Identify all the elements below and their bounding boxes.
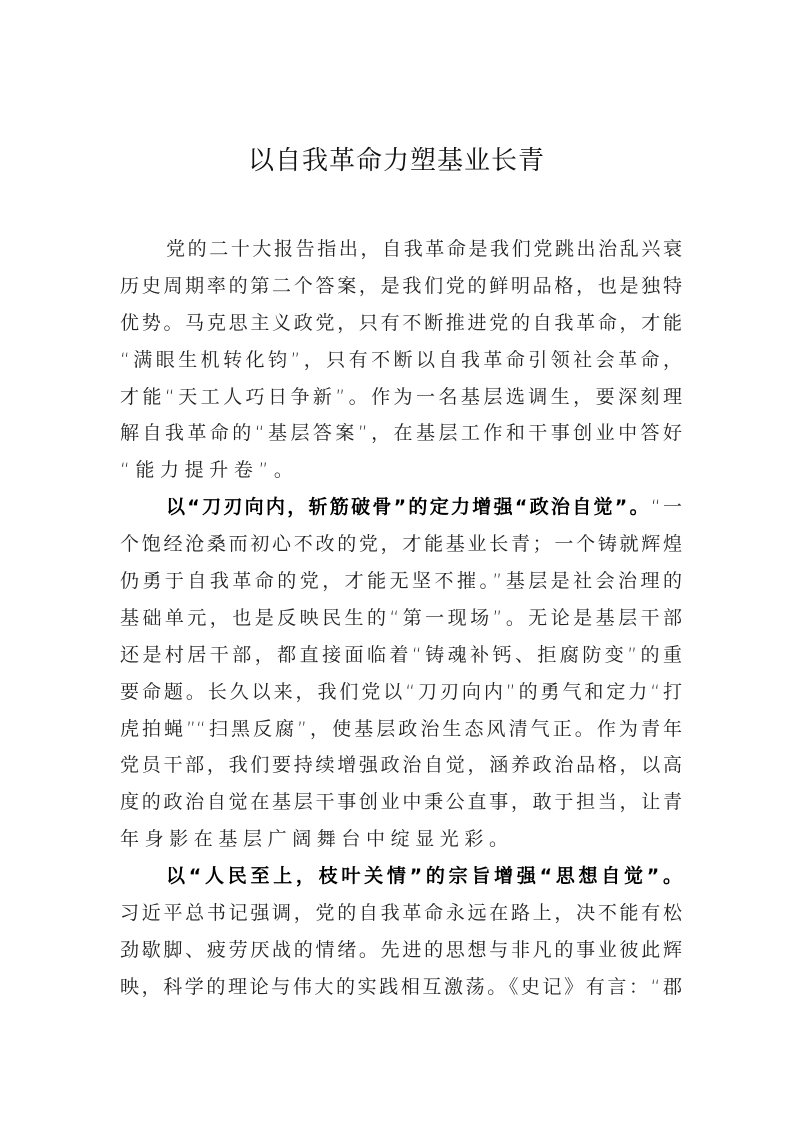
line-text: 劲歇脚、疲劳厌战的情绪。先进的思想与非凡的事业彼此辉: [120, 938, 682, 961]
line-text: 党员干部，我们要持续增强政治自觉，涵养政治品格，以高: [120, 754, 682, 777]
paragraph-line: [120, 747, 682, 784]
paragraph-line: [120, 821, 682, 858]
line-text: 还是村居干部，都直接面临着“铸魂补钙、拒腐防变”的重: [120, 643, 682, 666]
line-text: 党的二十大报告指出，自我革命是我们党跳出治乱兴衰: [166, 238, 682, 260]
document-title: 以自我革命力塑基业长青: [247, 146, 545, 176]
line-text: “一: [650, 496, 683, 519]
paragraph-line: [120, 379, 682, 416]
line-text: 个饱经沧桑而初心不改的党，才能基业长青；一个铸就辉煌: [120, 533, 682, 556]
paragraph-line: [120, 711, 682, 748]
paragraph-first-line: [120, 858, 682, 895]
line-text: 基础单元，也是反映民生的“第一现场”。无论是基层干部: [120, 606, 682, 629]
line-text: 虎拍蝇”“扫黑反腐”，使基层政治生态风清气正。作为青年: [120, 717, 682, 740]
paragraph-first-line: [120, 231, 682, 268]
paragraph-line: [120, 674, 682, 711]
document-body: [120, 231, 682, 1006]
paragraph-line: [120, 784, 682, 821]
paragraph-line: [120, 895, 682, 932]
line-text: 习近平总书记强调，党的自我革命永远在路上，决不能有松: [120, 902, 682, 925]
line-text: 年身影在基层广阔舞台中绽显光彩。: [120, 828, 514, 851]
paragraph-lead-sentence: 以“人民至上，枝叶关情”的宗旨增强“思想自觉”。: [166, 865, 682, 888]
paragraph-line: [120, 526, 682, 563]
line-text: 才能“天工人巧日争新”。作为一名基层选调生，要深刻理: [120, 385, 682, 408]
paragraph-line: [120, 563, 682, 600]
paragraph-line: [120, 969, 682, 1006]
line-text: 解自我革命的“基层答案”，在基层工作和干事创业中答好: [120, 422, 682, 445]
paragraph-first-line: [120, 489, 682, 526]
line-text: 要命题。长久以来，我们党以“刀刃向内”的勇气和定力“打: [120, 680, 682, 703]
line-text: 优势。马克思主义政党，只有不断推进党的自我革命，才能: [120, 311, 682, 334]
paragraph-line: [120, 342, 682, 379]
paragraph-line: [120, 305, 682, 342]
line-text: 历史周期率的第二个答案，是我们党的鲜明品格，也是独特: [120, 274, 682, 297]
line-text: 仍勇于自我革命的党，才能无坚不摧。”基层是社会治理的: [120, 570, 682, 593]
line-text: 度的政治自觉在基层干事创业中秉公直事，敢于担当，让青: [120, 791, 682, 814]
paragraph-line: [120, 600, 682, 637]
paragraph-line: [120, 268, 682, 305]
paragraph-line: [120, 415, 682, 452]
paragraph-line: [120, 932, 682, 969]
paragraph-line: [120, 637, 682, 674]
paragraph-line: [120, 452, 682, 489]
line-text: “满眼生机转化钧”，只有不断以自我革命引领社会革命，: [120, 348, 682, 371]
line-text: “能力提升卷”。: [120, 459, 299, 482]
line-text: 映，科学的理论与伟大的实践相互激荡。《史记》有言：“郡: [120, 975, 682, 998]
paragraph-lead-sentence: 以“刀刃向内，斩筋破骨”的定力增强“政治自觉”。: [166, 496, 651, 519]
